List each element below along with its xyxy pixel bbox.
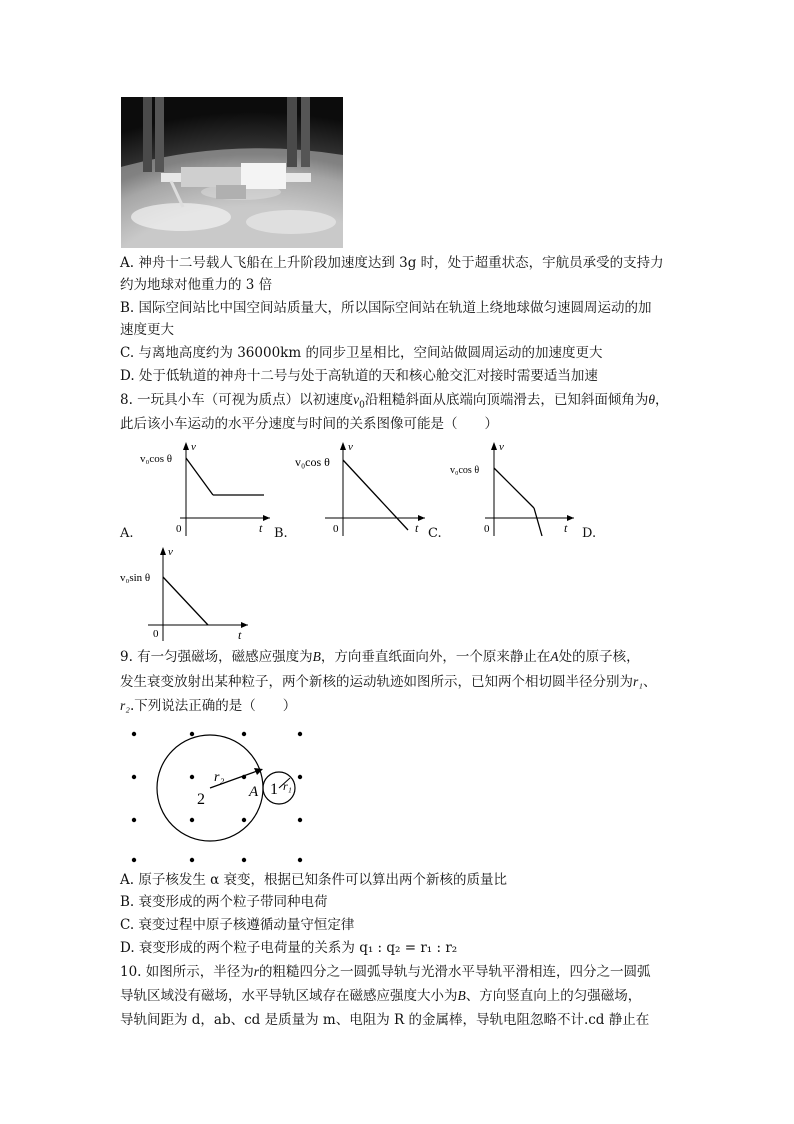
graph-a-label: v₀cos θ: [140, 453, 173, 465]
q9-label-a: A: [249, 784, 259, 800]
q8-graph-c: [450, 440, 580, 540]
q8-option-c-label: C.: [428, 526, 442, 541]
q8-graph-b: [293, 440, 433, 540]
q7-option-a-line1: A. 神舟十二号载人飞船在上升阶段加速度达到 3g 时，处于超重状态，宇航员承受的支持力: [120, 255, 664, 271]
q9-label-2: 2: [197, 791, 205, 808]
q10-stem-line2: 导轨区域没有磁场，水平导轨区域存在磁感应强度大小为B、方向竖直向上的匀强磁场，: [120, 988, 642, 1004]
q9-stem-line1: 9. 有一匀强磁场，磁感应强度为B，方向垂直纸面向外，一个原来静止在A处的原子核，: [120, 649, 640, 665]
q8-option-d-label: D.: [582, 526, 597, 541]
q9-stem-line3: r₂.下列说法正确的是（ ）: [120, 698, 297, 714]
graph-a-origin: 0: [176, 523, 182, 535]
q8-option-b-label: B.: [274, 526, 288, 541]
graph-c-axis-v: v: [499, 441, 504, 453]
graph-b-axis-t: t: [415, 521, 419, 535]
graph-d-axis-v: v: [168, 546, 173, 558]
q7-option-a-line2: 约为地球对他重力的 3 倍: [120, 277, 273, 293]
q8-graph-d: [118, 545, 258, 645]
q8-stem-line1: 8. 一玩具小车（可视为质点）以初速度$v_0$沿粗糙斜面从底端向顶端滑去，已知斜面倾角为θ，: [120, 392, 669, 411]
graph-b-axis-v: v: [348, 441, 353, 453]
graph-d-axis-t: t: [238, 628, 242, 642]
graph-a-axis-t: t: [259, 521, 263, 535]
q8-graph-a: [138, 440, 278, 540]
q7-option-c: C. 与离地高度约为 36000km 的同步卫星相比，空间站做圆周运动的加速度更大: [120, 345, 603, 361]
q7-option-b-line2: 速度更大: [120, 322, 174, 338]
graph-c-axis-t: t: [564, 521, 568, 535]
graph-c-label: v₀cos θ: [450, 465, 480, 476]
q9-option-b: B. 衰变形成的两个粒子带同种电荷: [120, 894, 328, 910]
space-station-photo: [121, 97, 343, 248]
q7-option-d: D. 处于低轨道的神舟十二号与处于高轨道的天和核心舱交汇对接时需要适当加速: [120, 368, 598, 384]
q9-option-d: D. 衰变形成的两个粒子电荷量的关系为 q₁ : q₂ = r₁ : r₂: [120, 940, 458, 956]
graph-c-origin: 0: [484, 523, 490, 535]
q10-stem-line3: 导轨间距为 d，ab、cd 是质量为 m、电阻为 R 的金属棒，导轨电阻忽略不计.cd 静止在: [120, 1012, 650, 1028]
graph-a-axis-v: v: [191, 441, 196, 453]
q9-label-r1: r₁: [283, 779, 292, 793]
q7-option-b-line1: B. 国际空间站比中国空间站质量大，所以国际空间站在轨道上绕地球做匀速圆周运动的加: [120, 300, 652, 316]
q9-option-a: A. 原子核发生 α 衰变，根据已知条件可以算出两个新核的质量比: [120, 872, 508, 888]
q9-stem-line2: 发生衰变放射出某种粒子，两个新核的运动轨迹如图所示，已知两个相切圆半径分别为r₁、: [120, 674, 657, 690]
q8-option-a-label: A.: [120, 526, 134, 541]
graph-d-label: v₀sin θ: [120, 572, 151, 584]
graph-b-label: v₀cos θ: [295, 455, 330, 469]
q8-stem-line2: 此后该小车运动的水平分速度与时间的关系图像可能是（ ）: [120, 416, 498, 432]
q9-label-r2: r₂: [214, 770, 225, 785]
graph-b-origin: 0: [333, 523, 339, 535]
graph-d-origin: 0: [153, 628, 159, 640]
q10-stem-line1: 10. 如图所示，半径为r的粗糙四分之一圆弧导轨与光滑水平导轨平滑相连，四分之一圆弧: [120, 964, 651, 980]
q9-option-c: C. 衰变过程中原子核遵循动量守恒定律: [120, 917, 355, 933]
q9-circles-diagram: [120, 722, 320, 867]
q9-label-1: 1: [270, 781, 278, 798]
